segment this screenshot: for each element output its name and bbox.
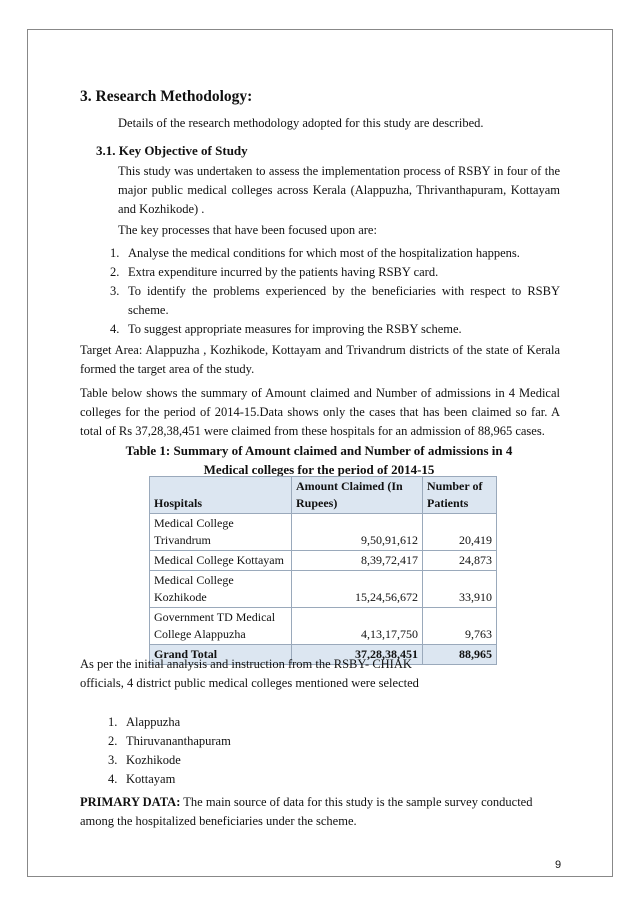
claims-table <box>149 476 497 665</box>
total-amount: 37,28,38,451 <box>292 645 423 665</box>
list-item: 1. Analyse the medical conditions for which most of the hospitalization happens. <box>110 246 520 260</box>
total-patients: 88,965 <box>423 645 497 665</box>
section-heading: 3. Research Methodology: <box>80 88 253 105</box>
total-label: Grand Total <box>150 645 292 665</box>
primary-data-text: The main source of data for this study is the sample survey conducted among the hospitalized beneficiaries under the scheme. <box>80 795 533 828</box>
patients-cell: 9,763 <box>423 608 497 645</box>
list-item: 2. Thiruvananthapuram <box>108 734 231 748</box>
amount-cell: 15,24,56,672 <box>292 571 423 608</box>
objective-paragraph: This study was undertaken to assess the implementation process of RSBY in four of the major public medical colleges across Kerala (Alappuzha, Thrivanthapuram, Kottayam and Kozhikode) . <box>118 164 560 216</box>
target-area-paragraph: Target Area: Alappuzha , Kozhikode, Kottayam and Trivandrum districts of the state of Kerala formed the target area of the study. <box>80 343 560 376</box>
subsection-heading: 3.1. Key Objective of Study <box>96 143 248 158</box>
primary-data-paragraph <box>80 793 540 831</box>
colleges-list <box>108 713 231 789</box>
patients-cell: 24,873 <box>423 551 497 571</box>
list-item: 3. Kozhikode <box>108 753 181 767</box>
amount-cell: 4,13,17,750 <box>292 608 423 645</box>
list-item: 1. Alappuzha <box>108 715 181 729</box>
table-row <box>150 608 497 645</box>
column-header: Amount Claimed (In Rupees) <box>292 477 423 514</box>
table-caption: Table 1: Summary of Amount claimed and Number of admissions in 4 <box>125 443 513 458</box>
selection-paragraph: As per the initial analysis and instruction from the RSBY- CHIAK officials, 4 district public medical colleges mentioned were selected <box>80 657 419 690</box>
column-header: Number of Patients <box>423 477 497 514</box>
amount-cell: 8,39,72,417 <box>292 551 423 571</box>
hospital-cell: Government TD Medical College Alappuzha <box>150 608 292 645</box>
processes-intro: The key processes that have been focused upon are: <box>118 223 377 237</box>
intro-text: Details of the research methodology adopted for this study are described. <box>118 116 484 130</box>
table-row <box>150 571 497 608</box>
patients-cell: 20,419 <box>423 514 497 551</box>
column-header: Hospitals <box>150 477 292 514</box>
list-item: 2. Extra expenditure incurred by the patients having RSBY card. <box>110 265 439 279</box>
list-item: 4. To suggest appropriate measures for improving the RSBY scheme. <box>110 322 462 336</box>
primary-data-label: PRIMARY DATA: <box>80 795 181 809</box>
table-intro-paragraph: Table below shows the summary of Amount claimed and Number of admissions in 4 Medical colleges for the period of 2014-15.Data shows only the cases that has been claimed so far. A total of Rs 37,28,38,451 were claimed from these hospitals for an admission of 88,965 cases. <box>80 386 560 438</box>
table-row <box>150 551 497 571</box>
list-item: 3. To identify the problems experienced by the beneficiaries with respect to RSBY scheme. <box>110 284 560 317</box>
patients-cell: 33,910 <box>423 571 497 608</box>
hospital-cell: Medical College Trivandrum <box>150 514 292 551</box>
table-row <box>150 514 497 551</box>
hospital-cell: Medical College Kozhikode <box>150 571 292 608</box>
processes-list <box>110 244 560 339</box>
list-item: 4. Kottayam <box>108 772 176 786</box>
hospital-cell: Medical College Kottayam <box>150 551 292 571</box>
amount-cell: 9,50,91,612 <box>292 514 423 551</box>
table-header-row <box>150 477 497 514</box>
page-number: 9 <box>555 859 562 871</box>
table-caption-line2: Medical colleges for the period of 2014-15 <box>203 462 435 477</box>
